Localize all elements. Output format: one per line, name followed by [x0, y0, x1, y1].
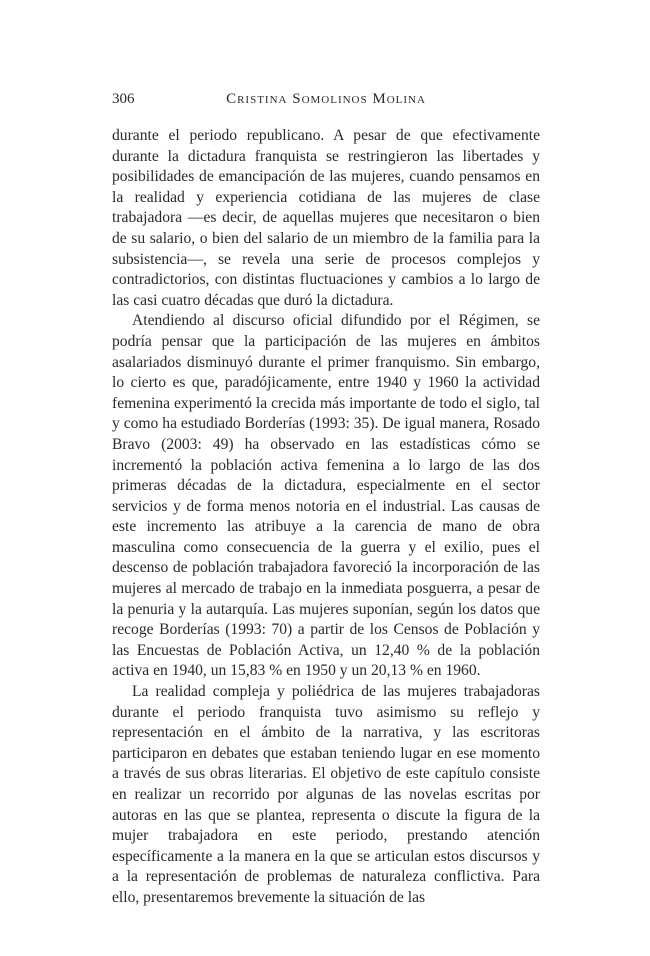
- book-page: [112, 88, 540, 909]
- page-number: 306: [112, 91, 135, 107]
- paragraph-1: durante el periodo republicano. A pesar de que efectivamente durante la dictadura franquista se restringieron las libertades y posibilidades de emancipación de las mujeres, cuando pensamos en la realidad y experiencia cotidiana de las mujeres de clase trabajadora —es decir, de aquellas mujeres que necesitaron o bien de su salario, o bien del salario de un miembro de la familia para la subsistencia—, se revela una serie de procesos complejos y contradictorios, con distintas fluctuaciones y cambios a lo largo de las casi cuatro décadas que duró la dictadura.: [112, 127, 540, 309]
- paragraph-2: Atendiendo al discurso oficial difundido por el Régimen, se podría pensar que la participación de las mujeres en ámbitos asalariados disminuyó durante el primer franquismo. Sin embargo, lo cierto es que, paradójicamente, entre 1940 y 1960 la actividad femenina experimentó la crecida más importante de todo el siglo, tal y como ha estudiado Borderías (1993: 35). De igual manera, Rosado Bravo (2003: 49) ha observado en las estadísticas cómo se incrementó la población activa femenina a lo largo de las dos primeras décadas de la dictadura, especialmente en el sector servicios y de forma menos notoria en el industrial. Las causas de este incremento las atribuye a la carencia de mano de obra masculina como consecuencia de la guerra y el exilio, pues el descenso de población trabajadora favoreció la incorporación de las mujeres al mercado de trabajo en la inmediata posguerra, a pesar de la penuria y la autarquía. Las mujeres suponían, según los datos que recoge Borderías (1993: 70) a partir de los Censos de Población y las Encuestas de Población Activa, un 12,40 % de la población activa en 1940, un 15,83 % en 1950 y un 20,13 % en 1960.: [112, 312, 540, 680]
- running-head: [112, 88, 540, 110]
- paragraph-3: La realidad compleja y poliédrica de las mujeres trabajadoras durante el periodo franquista tuvo asimismo su reflejo y representación en el ámbito de la narrativa, y las escritoras participaron en debates que estaban teniendo lugar en ese momento a través de sus obras literarias. El objetivo de este capítulo consiste en realizar un recorrido por algunas de las novelas escritas por autoras en las que se plantea, representa o discute la figura de la mujer trabajadora en este periodo, prestando atención específicamente a la manera en la que se articulan estos discursos y a la representación de problemas de naturaleza conflictiva. Para ello, presentaremos brevemente la situación de las: [112, 683, 540, 906]
- running-title: Cristina Somolinos Molina: [226, 91, 426, 107]
- body-text: [112, 126, 540, 909]
